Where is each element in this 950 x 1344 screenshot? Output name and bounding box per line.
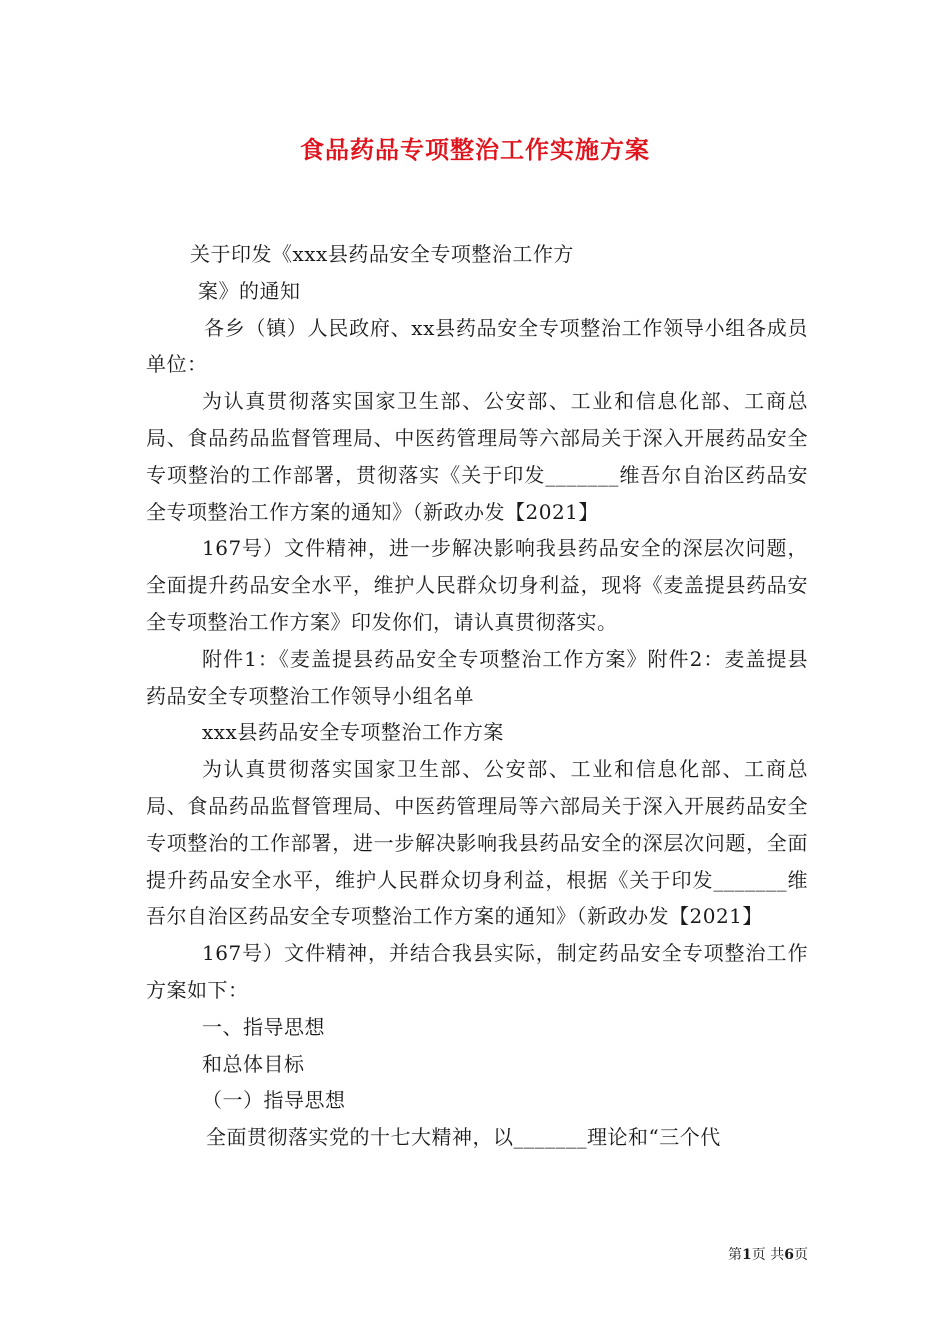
paragraph-plan-heading: xxx县药品安全专项整治工作方案: [202, 720, 504, 745]
footer-prefix: 第: [728, 1247, 743, 1263]
section-heading-1: 一、指导思想: [202, 1014, 325, 1039]
document-title: 食品药品专项整治工作实施方案: [300, 135, 650, 164]
document-body: [146, 236, 808, 1156]
paragraph-attachments: 附件1：《麦盖提县药品安全专项整治工作方案》附件2：麦盖提县药品安全专项整治工作领导小组名单: [146, 646, 808, 708]
footer-suffix: 页: [794, 1247, 808, 1263]
page-number-footer: [728, 1246, 808, 1264]
paragraph-notice-title-line2: 案》的通知: [198, 278, 301, 303]
section-heading-1-cont: 和总体目标: [202, 1051, 305, 1076]
paragraph-notice-title-line1: 关于印发《xxx县药品安全专项整治工作方: [190, 242, 574, 266]
paragraph-guiding-thought: 全面贯彻落实党的十七大精神，以_______理论和“三个代: [206, 1125, 721, 1150]
total-pages-number: 6: [784, 1247, 794, 1263]
paragraph-addressee: 各乡（镇）人民政府、xx县药品安全专项整治工作领导小组各成员单位：: [146, 315, 808, 377]
subsection-heading-1: （一）指导思想: [202, 1088, 346, 1113]
paragraph-purpose: 为认真贯彻落实国家卫生部、公安部、工业和信息化部、工商总局、食品药品监督管理局、中医药管理局等六部局关于深入开展药品安全专项整治的工作部署，贯彻落实《关于印发_______维吾尔自治区药品安全专项整治工作方案的通知》（新政办发【2021】: [146, 389, 808, 524]
paragraph-plan-spirit: 167号）文件精神，并结合我县实际，制定药品安全专项整治工作方案如下：: [146, 941, 808, 1002]
footer-middle: 页 共: [751, 1247, 785, 1263]
paragraph-document-spirit: 167号）文件精神，进一步解决影响我县药品安全的深层次问题，全面提升药品安全水平，维护人民群众切身利益，现将《麦盖提县药品安全专项整治工作方案》印发你们，请认真贯彻落实。: [146, 536, 808, 634]
current-page-number: 1: [742, 1247, 752, 1263]
paragraph-plan-purpose: 为认真贯彻落实国家卫生部、公安部、工业和信息化部、工商总局、食品药品监督管理局、中医药管理局等六部局关于深入开展药品安全专项整治的工作部署，进一步解决影响我县药品安全的深层次问题，全面提升药品安全水平，维护人民群众切身利益，根据《关于印发_______维吾尔自治区药品安全专项整治工作方案的通知》（新政办发【2021】: [146, 757, 808, 929]
